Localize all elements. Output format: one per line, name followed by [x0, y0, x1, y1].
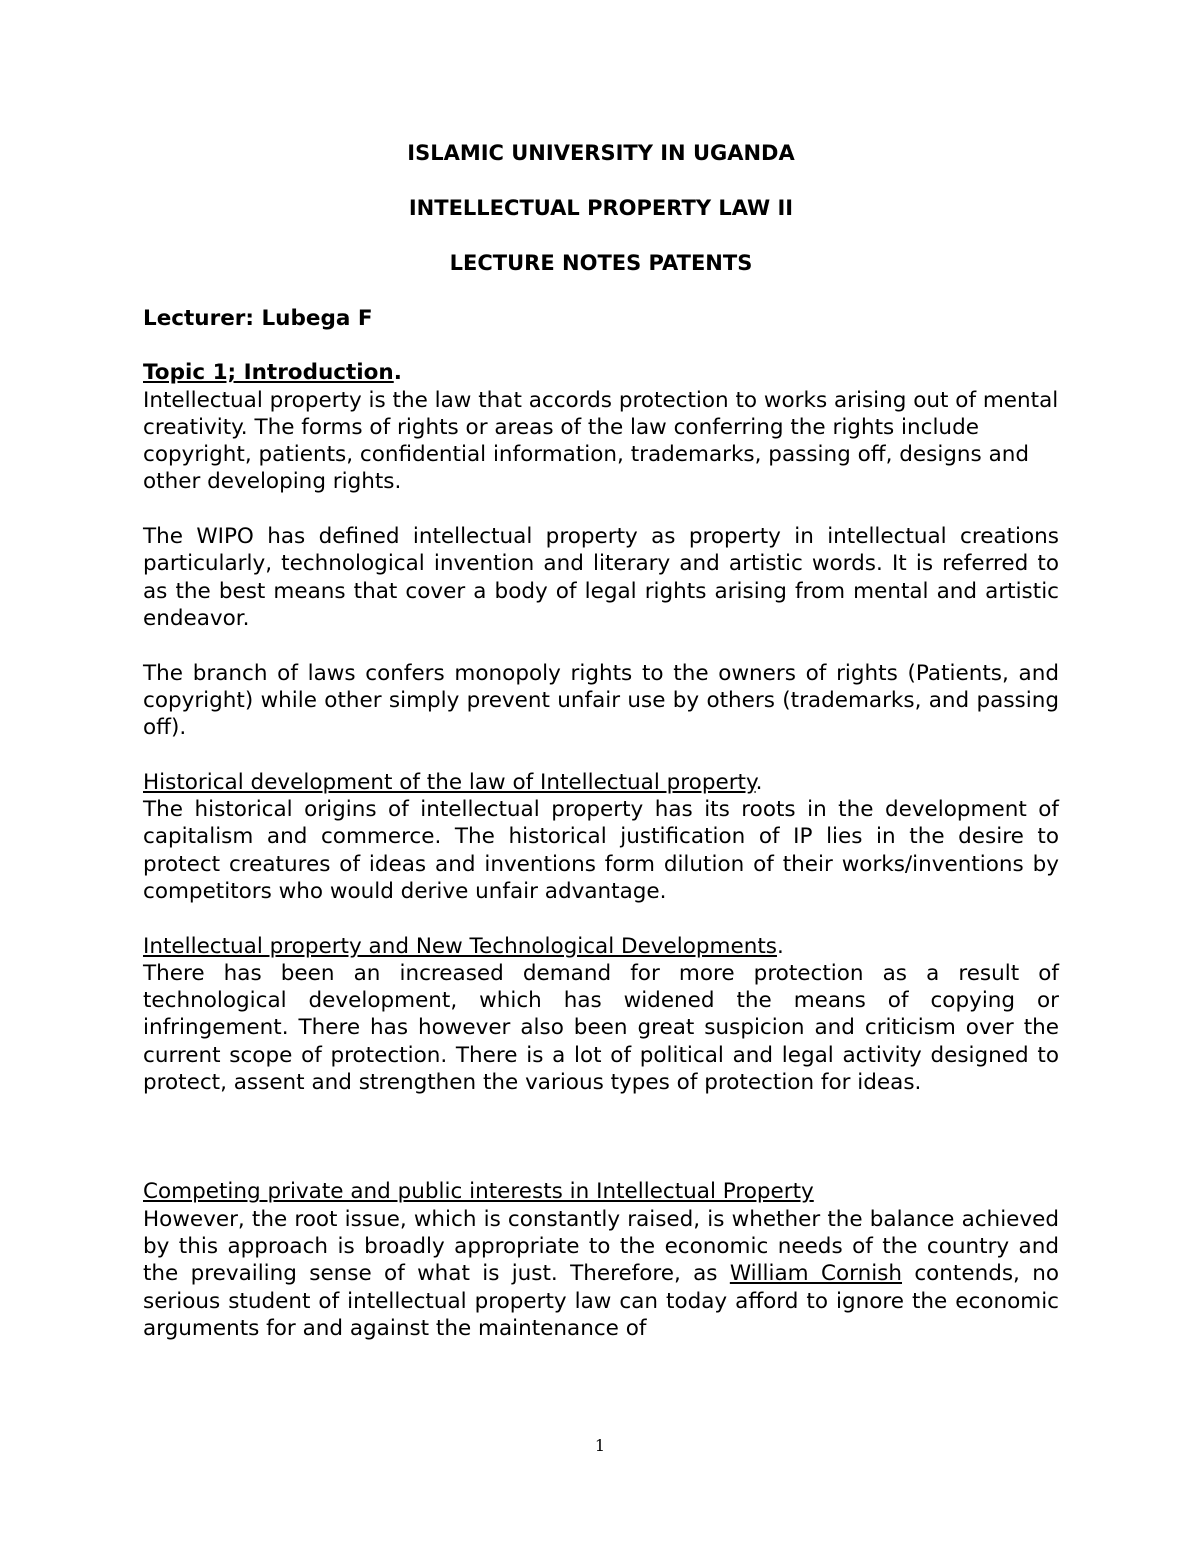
technology-heading-period: . — [776, 933, 784, 959]
competing-heading — [143, 1178, 1059, 1205]
competing-paragraph — [143, 1206, 1059, 1342]
university-title: ISLAMIC UNIVERSITY IN UGANDA — [407, 141, 795, 165]
history-heading-period: . — [755, 769, 763, 795]
technology-heading — [143, 933, 1059, 960]
course-title: INTELLECTUAL PROPERTY LAW II — [408, 196, 794, 220]
topic-heading — [143, 359, 1059, 386]
intro-paragraph-1: Intellectual property is the law that accords protection to works arising out of mental creativity. The forms of rights or areas of the law conferring the rights include copyright, patients, confidential information, trademarks, passing off, designs and other developing rights. — [143, 387, 1059, 495]
page-content — [143, 140, 1059, 1342]
topic-heading-period: . — [393, 360, 402, 386]
history-paragraph: The historical origins of intellectual property has its roots in the development of capitalism and commerce. The historical justification of IP lies in the desire to protect creatures of ideas and inventions form dilution of their works/inventions by competitors who would derive unfair advantage. — [143, 797, 1059, 904]
technology-heading-text: Intellectual property and New Technological Developments — [143, 933, 777, 959]
page-number: 1 — [594, 1436, 606, 1455]
technology-paragraph: There has been an increased demand for more protection as a result of technological development, which has widened the means of copying or infringement. There has however also been great suspicion and criticism over the current scope of protection. There is a lot of political and legal activity designed to protect, assent and strengthen the various types of protection for ideas. — [143, 960, 1059, 1096]
history-heading — [143, 769, 1059, 796]
competing-paragraph-start: However, the root issue, which is constantly raised, is whether the balance achieved by this approach is broadly appropriate to the economic needs of the country and the prevailing sense of what is just. Therefore, as — [143, 1206, 1059, 1287]
author-name: William Cornish — [729, 1261, 902, 1287]
intro-paragraph-2: The WIPO has defined intellectual property as property in intellectual creations particularly, technological invention and literary and artistic words. It is referred to as the best means that cover a body of legal rights arising from mental and artistic endeavor. — [143, 524, 1059, 631]
intro-paragraph-3: The branch of laws confers monopoly rights to the owners of rights (Patients, and copyright) while other simply prevent unfair use by others (trademarks, and passing off). — [143, 660, 1059, 741]
competing-heading-text: Competing private and public interests in Intellectual Property — [143, 1179, 814, 1205]
notes-title: LECTURE NOTES PATENTS — [449, 251, 753, 275]
history-heading-text: Historical development of the law of Intellectual property — [143, 769, 756, 795]
topic-heading-text: Topic 1; Introduction — [143, 360, 394, 386]
lecturer-line: Lecturer: Lubega F — [143, 306, 373, 331]
competing-paragraph-end: contends, no serious student of intellectual property law can today afford to ignore the economic arguments for and against the maintenance of — [143, 1261, 1059, 1341]
